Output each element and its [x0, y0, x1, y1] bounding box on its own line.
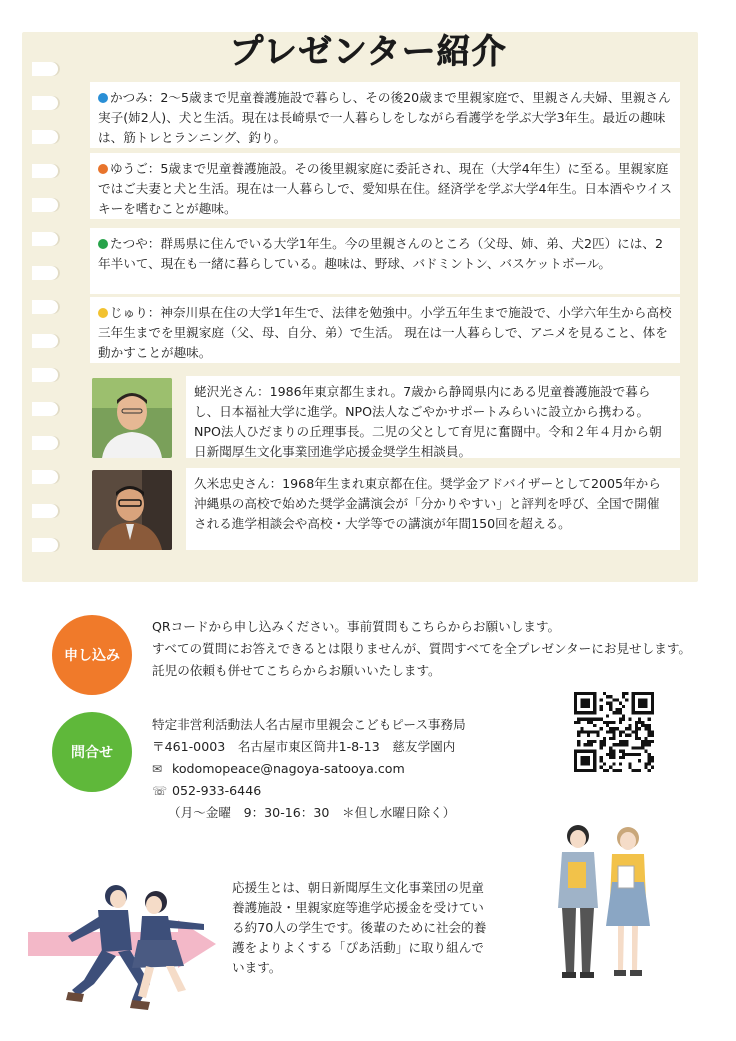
speaker-card	[186, 468, 680, 550]
presenter-dot-icon	[98, 93, 108, 103]
phone-icon: ☏	[152, 784, 168, 798]
contact-org: 特定非営利活動法人名古屋市里親会こどもピース事務局	[152, 717, 466, 732]
contact-phone-row	[152, 780, 572, 802]
speaker-card	[186, 376, 680, 458]
presenter-dot-icon	[98, 239, 108, 249]
contact-phone: 052-933-6446	[172, 783, 262, 798]
notebook-rings	[22, 40, 62, 580]
speaker-photo	[92, 470, 172, 550]
presenter-card	[90, 82, 680, 148]
presenter-dot-icon	[98, 308, 108, 318]
speaker-photo	[92, 378, 172, 458]
presenter-text: かつみ：2～5歳まで児童養護施設で暮らし、その後20歳まで里親家庭で、里親さん夫婦、里親さん実子(姉2人)、犬と生活。現在は長崎県で一人暮らしをしながら看護学を学ぶ大学3年生。最近の趣味は、筋トレとランニング、釣り。	[98, 90, 671, 145]
speaker-text: 久米忠史さん：1968年生まれ東京都在住。奨学金アドバイザーとして2005年から沖縄県の高校で始めた奨学金講演会が「分かりやすい」と評判を呼び、全国で開催される進学相談会や高校・大学等での講演が年間150回を超える。	[194, 476, 661, 531]
apply-line: QRコードから申し込みください。事前質問もこちらからお願いします。	[152, 619, 561, 634]
presenter-dot-icon	[98, 164, 108, 174]
running-students-illustration	[28, 880, 228, 1020]
contact-email-row	[152, 758, 572, 780]
presenter-text: ゆうご：5歳まで児童養護施設。その後里親家庭に委託され、現在（大学4年生）に至る。里親家庭ではご夫妻と犬と生活。現在は一人暮らしで、愛知県在住。経済学を学ぶ大学4年生。日本酒やウイスキーを嗜むことが趣味。	[98, 161, 672, 216]
contact-hours: （月～金曜 9：30-16：30 ＊但し水曜日除く）	[168, 805, 456, 820]
contact-email[interactable]: kodomopeace@nagoya-satooya.com	[172, 761, 405, 776]
apply-badge: 申し込み	[52, 615, 132, 695]
page-title: プレゼンター紹介	[229, 32, 507, 72]
contact-info	[152, 714, 572, 824]
apply-line: すべての質問にお答えできるとは限りませんが、質問すべてを全プレゼンターにお見せします。託児の依頼も併せてこちらからお願いいたします。	[152, 641, 692, 678]
mail-icon: ✉	[152, 762, 163, 776]
presenter-text: たつや：群馬県に住んでいる大学1年生。今の里親さんのところ（父母、姉、弟、犬2匹）には、2年半いて、現在も一緒に暮らしている。趣味は、野球、バドミントン、バスケットボール。	[98, 236, 663, 271]
footer-description: 応援生とは、朝日新聞厚生文化事業団の児童養護施設・里親家庭等進学応援金を受けている約70人の学生です。後輩のために社会的養護をよりよくする「ぴあ活動」に取り組んでいます。	[232, 880, 487, 975]
standing-students-illustration	[548, 822, 658, 982]
presenter-card	[90, 228, 680, 294]
presenter-card	[90, 153, 680, 219]
contact-badge: 問合せ	[52, 712, 132, 792]
speaker-text: 蛯沢光さん：1986年東京都生まれ。7歳から静岡県内にある児童養護施設で暮らし、日本福祉大学に進学。NPO法人なごやかサポートみらいに設立から携わる。NPO法人ひだまりの丘理事長。二児の父として育児に奮闘中。令和２年４月から朝日新聞厚生文化事業団進学応援金奨学生相談員。	[194, 384, 662, 459]
presenter-card	[90, 297, 680, 363]
presenter-text: じゅり：神奈川県在住の大学1年生で、法律を勉強中。小学五年生まで施設で、小学六年生から高校三年生までを里親家庭（父、母、自分、弟）で生活。 現在は一人暮らしで、アニメを見ること、体を動かすことが趣味。	[98, 305, 672, 360]
qr-code[interactable]	[574, 692, 654, 772]
apply-text	[152, 616, 692, 682]
contact-address: 〒461-0003 名古屋市東区筒井1-8-13 慈友学園内	[152, 739, 456, 754]
